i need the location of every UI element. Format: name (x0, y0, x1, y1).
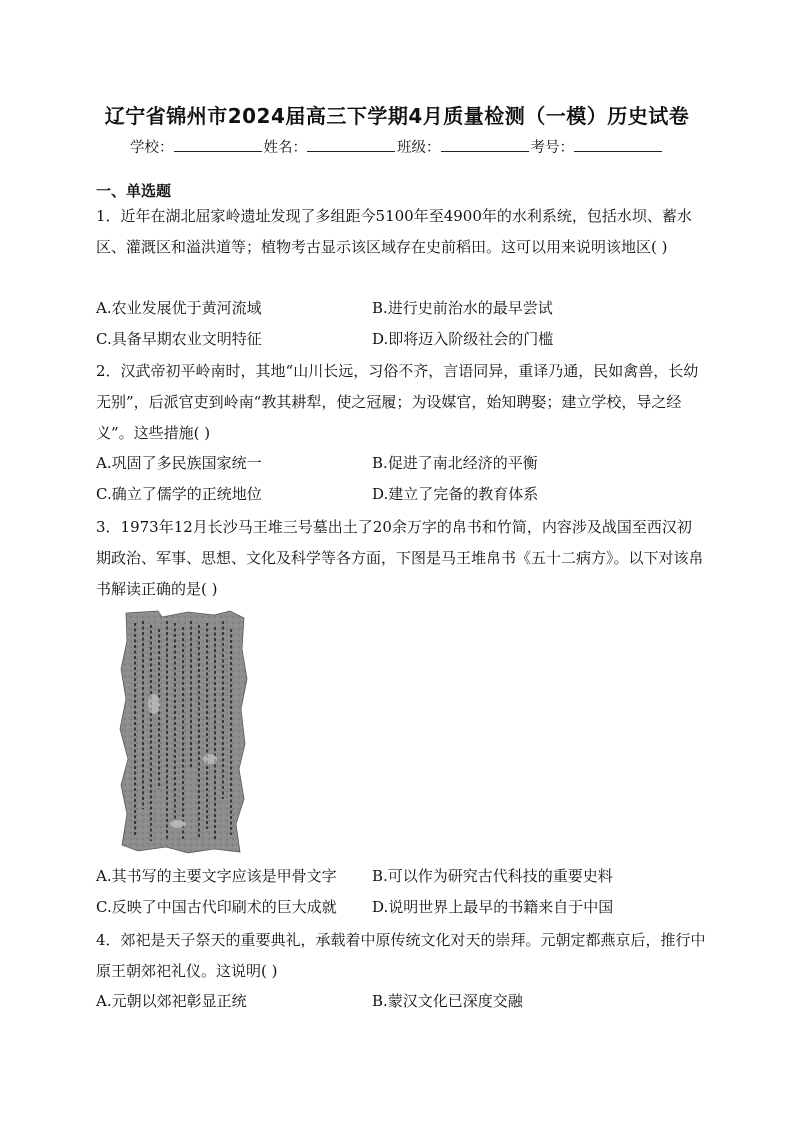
question-2-option-a[interactable]: A.巩固了多民族国家统一 (96, 454, 262, 472)
question-3-option-b[interactable]: B.可以作为研究古代科技的重要史料 (372, 867, 613, 885)
class-blank[interactable] (441, 137, 529, 152)
number-blank[interactable] (574, 137, 662, 152)
question-4-option-b[interactable]: B.蒙汉文化已深度交融 (372, 992, 523, 1010)
question-3-option-c[interactable]: C.反映了中国古代印刷术的巨大成就 (96, 898, 337, 916)
question-2-option-b[interactable]: B.促进了南北经济的平衡 (372, 454, 538, 472)
question-3-option-d[interactable]: D.说明世界上最早的书籍来自于中国 (372, 898, 614, 916)
question-1-option-b[interactable]: B.进行史前治水的最早尝试 (372, 299, 553, 317)
student-info-line (0, 136, 794, 157)
question-1-option-d[interactable]: D.即将迈入阶级社会的门槛 (372, 330, 554, 348)
class-label: 班级： (397, 140, 441, 156)
page-title: 辽宁省锦州市2024届高三下学期4月质量检测（一模）历史试卷 (104, 104, 690, 128)
name-blank[interactable] (307, 137, 395, 152)
question-3-option-a[interactable]: A.其书写的主要文字应该是甲骨文字 (96, 867, 337, 885)
school-blank[interactable] (174, 137, 262, 152)
question-4-stem: 4．郊祀是天子祭天的重要典礼，承载着中原传统文化对天的崇拜。元朝定都燕京后，推行中原王朝郊祀礼仪。这说明( ) (96, 931, 706, 980)
number-label: 考号： (530, 140, 574, 156)
question-2-option-c[interactable]: C.确立了儒学的正统地位 (96, 485, 262, 503)
question-1-option-c[interactable]: C.具备早期农业文明特征 (96, 330, 262, 348)
question-3-stem: 3．1973年12月长沙马王堆三号墓出土了20余万字的帛书和竹简，内容涉及战国至西汉初期政治、军事、思想、文化及科学等各方面，下图是马王堆帛书《五十二病方》。以下对该帛书解读正确的是( ) (96, 518, 704, 598)
name-label: 姓名： (263, 140, 307, 156)
school-label: 学校： (130, 140, 174, 156)
section-heading: 一、单选题 (96, 182, 172, 200)
question-2-option-d[interactable]: D.建立了完备的教育体系 (372, 485, 539, 503)
question-2-stem: 2．汉武帝初平岭南时，其地“山川长远，习俗不齐，言语同异，重译乃通，民如禽兽，长幼无别”，后派官吏到岭南“教其耕犁，使之冠履；为设媒官，始知聘娶；建立学校，导之经义”。这些措施( ) (96, 362, 699, 442)
question-4-option-a[interactable]: A.元朝以郊祀彰显正统 (96, 992, 247, 1010)
question-1-option-a[interactable]: A.农业发展优于黄河流域 (96, 299, 262, 317)
question-1-stem: 1．近年在湖北屈家岭遗址发现了多组距今5100年至4900年的水利系统，包括水坝、蓄水区、灌溉区和溢洪道等；植物考古显示该区域存在史前稻田。这可以用来说明该地区( ) (96, 207, 692, 256)
silk-manuscript-image (118, 609, 250, 854)
